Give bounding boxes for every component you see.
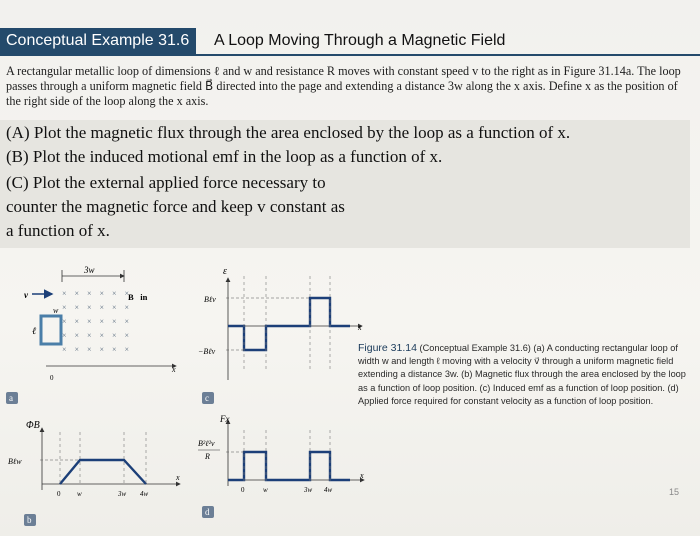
emf-pos-label: Bℓv: [204, 295, 216, 304]
question-block: [0, 120, 690, 248]
example-title: A Loop Moving Through a Magnetic Field: [214, 32, 506, 49]
loop-width-label: w: [53, 306, 59, 315]
field-x-marker: ×: [87, 345, 92, 354]
emf-x-label: x: [358, 323, 362, 332]
panel-b-letter: b: [27, 515, 32, 525]
force-tick-4w: 4w: [324, 486, 333, 494]
loop-length-label: ℓ: [32, 326, 37, 337]
field-x-marker: ×: [74, 289, 80, 298]
panel-d-force-plot: [198, 414, 364, 518]
flux-x-label: x: [176, 473, 180, 482]
example-label: Conceptual Example 31.6: [0, 28, 196, 54]
force-y-label: Fx: [220, 414, 230, 424]
field-x-marker: ×: [99, 303, 105, 312]
question-c-line1: (C) Plot the external applied force necessary to: [6, 173, 326, 192]
panel-c-letter: c: [205, 393, 209, 403]
force-numerator: B²ℓ²v: [198, 439, 215, 448]
panel-a-loop-diagram: [6, 265, 176, 404]
header-rule: [0, 54, 700, 56]
origin-label-a: 0: [50, 374, 54, 382]
force-tick-3w: 3w: [304, 486, 313, 494]
emf-neg-label: −Bℓv: [198, 347, 216, 356]
caption-body: (Conceptual Example 31.6) (a) A conducting rectangular loop of width w and length ℓ moving with a velocity v⃗ through a uniform magnetic field extending a distance 3w. (b) Magnetic flux through the area enclosed by the loop as a function of loop position. (c) Induced emf as a function of loop position. (d) Applied force required for constant velocity as a function of loop position.: [358, 343, 686, 406]
emf-y-label: ε: [223, 266, 227, 277]
conducting-loop: [41, 316, 61, 344]
question-a: (A) Plot the magnetic flux through the area enclosed by the loop as a function of x.: [6, 123, 571, 142]
field-x-marker: ×: [124, 317, 130, 326]
panel-a-letter: a: [9, 393, 13, 403]
flux-tick-w: w: [77, 490, 82, 498]
magnetic-field-markers: [62, 289, 129, 354]
field-x-marker: ×: [87, 289, 92, 298]
example-header: [0, 28, 700, 56]
caption-title: Figure 31.14: [358, 342, 417, 354]
force-tick-0: 0: [241, 486, 245, 494]
field-x-marker: ×: [62, 331, 67, 340]
flux-y-label: ΦB: [26, 420, 40, 431]
field-x-marker: ×: [87, 317, 92, 326]
field-x-marker: ×: [62, 289, 67, 298]
force-curve: [228, 452, 350, 480]
page-number: 15: [669, 487, 680, 497]
velocity-label: v⃗: [24, 290, 35, 300]
field-x-marker: ×: [62, 317, 67, 326]
x-axis-label-a: x: [172, 365, 176, 374]
field-x-marker: ×: [112, 303, 117, 312]
field-x-marker: ×: [99, 345, 105, 354]
flux-tick-0: 0: [57, 490, 61, 498]
field-x-marker: ×: [99, 289, 105, 298]
field-x-marker: ×: [74, 303, 80, 312]
field-x-marker: ×: [74, 331, 80, 340]
field-x-marker: ×: [112, 345, 117, 354]
emf-curve: [228, 298, 350, 350]
field-x-marker: ×: [124, 345, 130, 354]
field-x-marker: ×: [62, 303, 67, 312]
field-x-marker: ×: [74, 345, 80, 354]
dimension-label: 3w: [84, 265, 95, 275]
field-x-marker: ×: [124, 289, 130, 298]
field-x-marker: ×: [112, 331, 117, 340]
field-x-marker: ×: [87, 331, 92, 340]
field-x-marker: ×: [124, 331, 130, 340]
flux-curve: [60, 460, 146, 484]
flux-tick-3w: 3w: [118, 490, 127, 498]
panel-d-letter: d: [205, 507, 210, 517]
question-b: (B) Plot the induced motional emf in the loop as a function of x.: [6, 147, 443, 166]
field-x-marker: ×: [99, 317, 105, 326]
force-x-label: x: [360, 471, 364, 480]
flux-level-label: Bℓw: [8, 457, 22, 466]
panel-c-emf-plot: [198, 266, 362, 404]
field-x-marker: ×: [124, 303, 130, 312]
flux-tick-4w: 4w: [140, 490, 149, 498]
field-x-marker: ×: [112, 289, 117, 298]
field-x-marker: ×: [99, 331, 105, 340]
field-label: B⃗in: [128, 292, 148, 302]
field-x-marker: ×: [87, 303, 92, 312]
question-c-line2: counter the magnetic force and keep v constant as: [6, 197, 345, 216]
force-tick-w: w: [263, 486, 268, 494]
field-x-marker: ×: [62, 345, 67, 354]
figure-caption: [358, 342, 690, 408]
problem-statement: A rectangular metallic loop of dimensions ℓ and w and resistance R moves with constant speed v to the right as in Figure 31.14a. The loop passes through a uniform magnetic field B⃗ directed into the page and extending a distance 3w along the x axis. Define x as the position of the right side of the loop along the x axis.: [6, 64, 681, 108]
force-denominator: R: [205, 452, 210, 461]
question-c-line3: a function of x.: [6, 221, 110, 240]
field-x-marker: ×: [74, 317, 80, 326]
panel-b-flux-plot: [8, 420, 180, 526]
field-x-marker: ×: [112, 317, 117, 326]
